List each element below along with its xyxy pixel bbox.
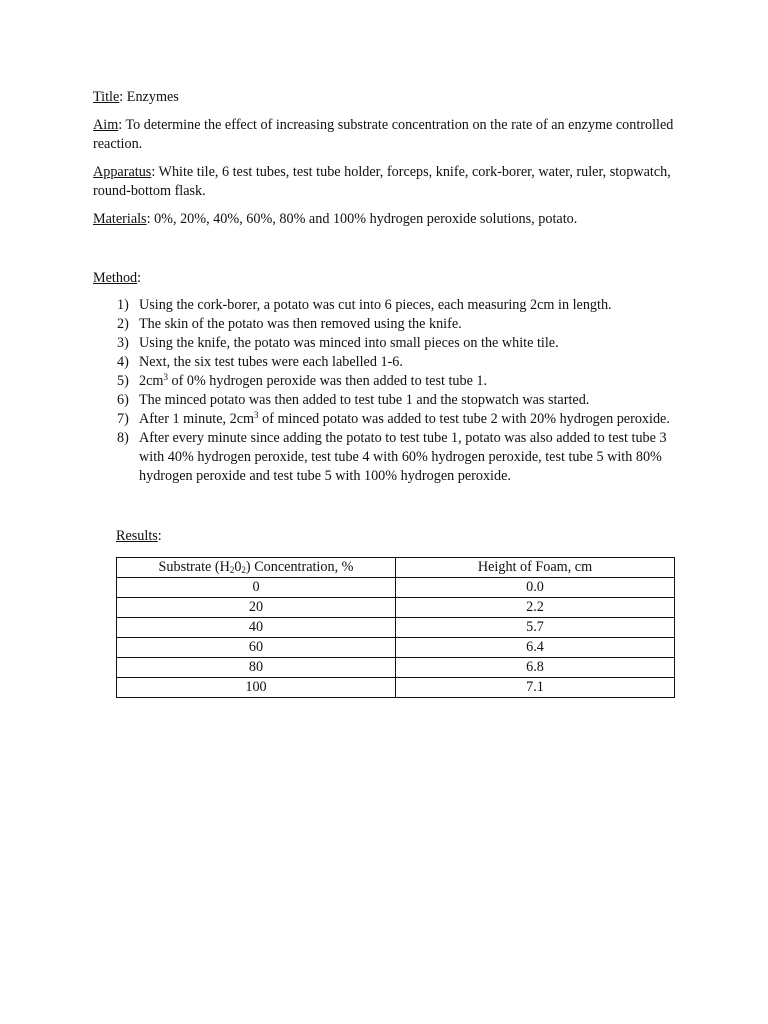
spacer <box>93 238 678 269</box>
results-label: Results <box>116 528 158 544</box>
apparatus-line: Apparatus: White tile, 6 test tubes, test tube holder, forceps, knife, cork-borer, water, ruler, stopwatch, round-bottom flask. <box>93 164 671 199</box>
table-row: 60 6.4 <box>117 638 675 658</box>
list-item: 1) Using the cork-borer, a potato was cut into 6 pieces, each measuring 2cm in length. <box>117 297 612 313</box>
aim-value: To determine the effect of increasing substrate concentration on the rate of an enzyme controlled reaction. <box>93 117 674 152</box>
list-item: 8) After every minute since adding the potato to test tube 1, potato was also added to test tube 3 with 40% hydrogen peroxide, test tube 4 with 60% hydrogen peroxide, test tube 5 with 80% hydrogen peroxide and test tube 5 with 100% hydrogen peroxide. <box>117 430 667 484</box>
materials-value: 0%, 20%, 40%, 60%, 80% and 100% hydrogen peroxide solutions, potato. <box>154 211 578 227</box>
column-header-foam-height: Height of Foam, cm <box>396 558 675 578</box>
list-item: 7) After 1 minute, $2cm^3$ of minced potato was added to test tube 2 with 20% hydrogen peroxide. <box>117 410 670 427</box>
table-row: 0 0.0 <box>117 578 675 598</box>
method-label: Method <box>93 270 138 286</box>
results-heading: Results: <box>116 528 162 544</box>
table-row: 20 2.2 <box>117 598 675 618</box>
list-item: 5) $2cm^3$ of 0% hydrogen peroxide was then added to test tube 1. <box>117 372 488 389</box>
results-table <box>116 557 675 698</box>
materials-label: Materials <box>93 211 147 227</box>
list-item: 3) Using the knife, the potato was minced into small pieces on the white tile. <box>117 335 559 351</box>
table-header-row <box>117 558 675 578</box>
method-steps <box>93 296 678 486</box>
method-heading: Method: <box>93 270 142 286</box>
apparatus-value: White tile, 6 test tubes, test tube holder, forceps, knife, cork-borer, water, ruler, stopwatch, round-bottom flask. <box>93 164 671 199</box>
materials-line: Materials: 0%, 20%, 40%, 60%, 80% and 100% hydrogen peroxide solutions, potato. <box>93 211 578 227</box>
aim-label: Aim <box>93 117 119 133</box>
aim-line: Aim: To determine the effect of increasing substrate concentration on the rate of an enzyme controlled reaction. <box>93 117 674 152</box>
apparatus-label: Apparatus <box>93 164 152 180</box>
list-item: 6) The minced potato was then added to test tube 1 and the stopwatch was started. <box>117 392 590 408</box>
column-header-concentration: Substrate $(H_20_2)$ Concentration, % <box>117 558 396 578</box>
table-row: 100 7.1 <box>117 678 675 698</box>
title-value: Enzymes <box>126 89 179 105</box>
list-item: 2) The skin of the potato was then removed using the knife. <box>117 316 462 332</box>
title-line: Title: Enzymes <box>93 89 179 105</box>
table-row: 40 5.7 <box>117 618 675 638</box>
title-label: Title <box>93 89 120 105</box>
table-row: 80 6.8 <box>117 658 675 678</box>
list-item: 4) Next, the six test tubes were each labelled 1-6. <box>117 354 403 370</box>
